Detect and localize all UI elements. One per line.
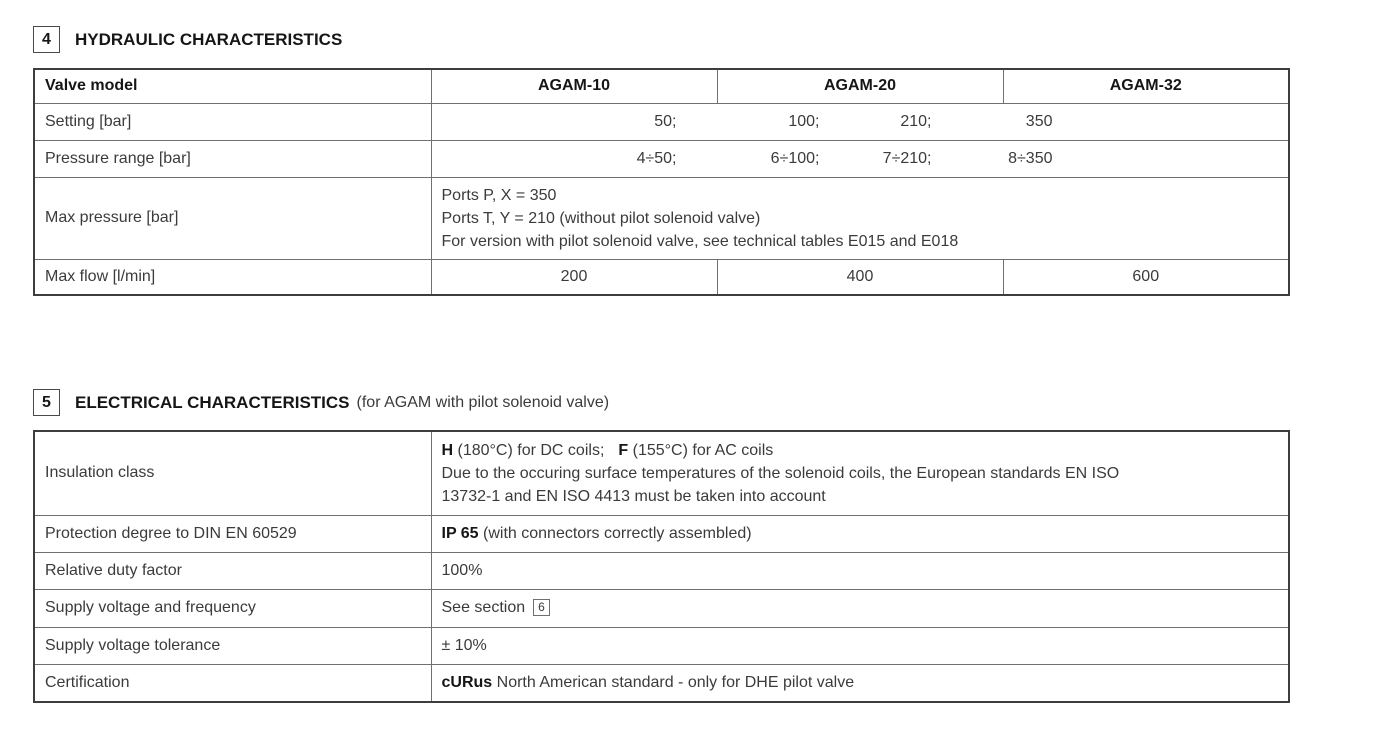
table-row bbox=[34, 552, 1289, 589]
model-header-agam-32: AGAM-32 bbox=[1003, 69, 1289, 103]
model-header-agam-20: AGAM-20 bbox=[717, 69, 1003, 103]
duty-factor-value: 100% bbox=[431, 552, 1289, 589]
pressure-range-values-cell bbox=[431, 140, 1289, 177]
section-6-reference-box: 6 bbox=[533, 599, 550, 616]
pressure-range-value: 4÷50; bbox=[636, 149, 677, 167]
duty-factor-row-label: Relative duty factor bbox=[34, 552, 431, 589]
insulation-class-h-text: (180°C) for DC coils; bbox=[453, 441, 605, 459]
section-5-header bbox=[33, 389, 609, 416]
table-row bbox=[34, 103, 1289, 140]
max-flow-value-agam-10: 200 bbox=[431, 259, 717, 295]
protection-degree-row-label: Protection degree to DIN EN 60529 bbox=[34, 515, 431, 552]
insulation-class-f: F bbox=[618, 441, 629, 459]
protection-degree-text: (with connectors correctly assembled) bbox=[478, 524, 752, 542]
certification-text: North American standard - only for DHE pilot valve bbox=[492, 673, 855, 691]
table-row bbox=[34, 627, 1289, 664]
pressure-range-row-label: Pressure range [bar] bbox=[34, 140, 431, 177]
section-4-header bbox=[33, 26, 342, 53]
table-row bbox=[34, 259, 1289, 295]
max-pressure-row-label: Max pressure [bar] bbox=[34, 177, 431, 259]
setting-value: 50; bbox=[654, 112, 677, 130]
table-row bbox=[34, 431, 1289, 515]
pressure-range-value: 6÷100; bbox=[770, 149, 820, 167]
protection-degree-bold: IP 65 bbox=[441, 524, 479, 542]
section-5-title: ELECTRICAL CHARACTERISTICS bbox=[75, 392, 350, 412]
supply-voltage-text: See section bbox=[441, 599, 526, 616]
voltage-tolerance-value: ± 10% bbox=[431, 627, 1289, 664]
supply-voltage-row-label: Supply voltage and frequency bbox=[34, 589, 431, 627]
max-pressure-line: For version with pilot solenoid valve, see technical tables E015 and E018 bbox=[441, 232, 959, 250]
insulation-note-line: Due to the occuring surface temperatures of the solenoid coils, the European standards EN ISO bbox=[441, 464, 1120, 482]
max-flow-value-agam-20: 400 bbox=[717, 259, 1003, 295]
insulation-class-f-text: (155°C) for AC coils bbox=[628, 441, 774, 459]
table-row bbox=[34, 177, 1289, 259]
setting-value: 100; bbox=[788, 112, 820, 130]
max-pressure-line: Ports T, Y = 210 (without pilot solenoid valve) bbox=[441, 209, 761, 227]
supply-voltage-value-cell bbox=[431, 589, 1289, 627]
insulation-class-value-cell bbox=[431, 431, 1289, 515]
setting-value: 350 bbox=[1025, 112, 1053, 130]
electrical-characteristics-table bbox=[33, 430, 1290, 703]
table-row bbox=[34, 69, 1289, 103]
certification-bold: cURus bbox=[441, 673, 493, 691]
setting-value: 210; bbox=[900, 112, 932, 130]
max-flow-row-label: Max flow [l/min] bbox=[34, 259, 431, 295]
certification-row-label: Certification bbox=[34, 664, 431, 702]
setting-row-label: Setting [bar] bbox=[34, 103, 431, 140]
insulation-note-line: 13732-1 and EN ISO 4413 must be taken into account bbox=[441, 487, 826, 505]
setting-values-cell bbox=[431, 103, 1289, 140]
voltage-tolerance-row-label: Supply voltage tolerance bbox=[34, 627, 431, 664]
pressure-range-value: 8÷350 bbox=[1008, 149, 1053, 167]
certification-value-cell bbox=[431, 664, 1289, 702]
table-row bbox=[34, 515, 1289, 552]
protection-degree-value-cell bbox=[431, 515, 1289, 552]
max-flow-value-agam-32: 600 bbox=[1003, 259, 1289, 295]
section-5-subtitle: (for AGAM with pilot solenoid valve) bbox=[356, 393, 610, 411]
table-row bbox=[34, 140, 1289, 177]
max-pressure-values-cell bbox=[431, 177, 1289, 259]
section-4-title: HYDRAULIC CHARACTERISTICS bbox=[75, 29, 343, 49]
insulation-class-h: H bbox=[441, 441, 454, 459]
section-5-number-box: 5 bbox=[33, 389, 60, 416]
table-row bbox=[34, 664, 1289, 702]
insulation-class-row-label: Insulation class bbox=[34, 431, 431, 515]
valve-model-header-cell: Valve model bbox=[34, 69, 431, 103]
max-pressure-line: Ports P, X = 350 bbox=[441, 186, 557, 204]
pressure-range-value: 7÷210; bbox=[882, 149, 932, 167]
model-header-agam-10: AGAM-10 bbox=[431, 69, 717, 103]
insulation-class-line bbox=[442, 439, 1289, 462]
section-4-number-box: 4 bbox=[33, 26, 60, 53]
table-row bbox=[34, 589, 1289, 627]
hydraulic-characteristics-table bbox=[33, 68, 1290, 296]
